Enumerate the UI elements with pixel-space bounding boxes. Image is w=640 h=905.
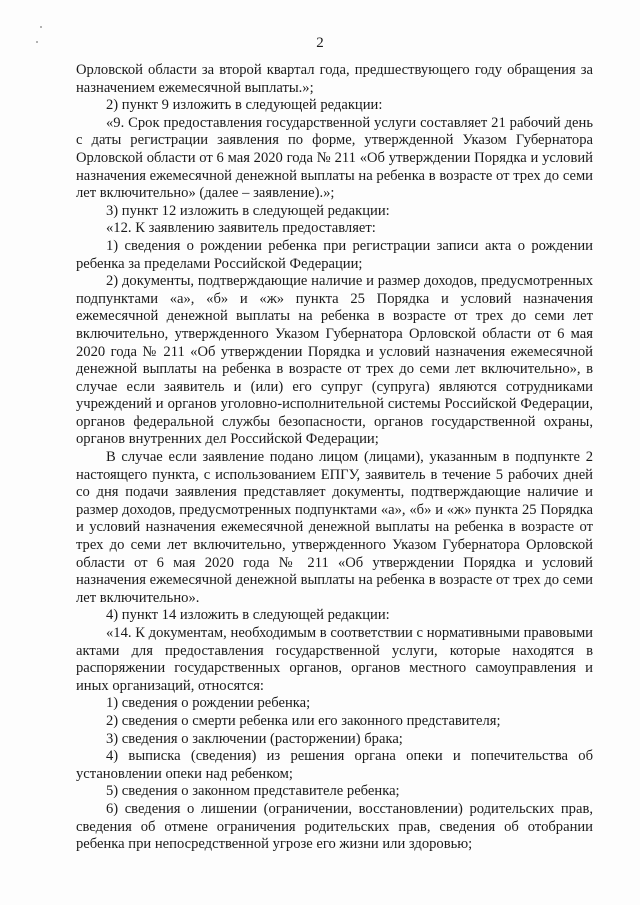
- list-item-birth: 1) сведения о рождении ребенка;: [106, 695, 311, 712]
- paragraph-epgu-case: В случае если заявление подано лицом (лицами), указанным в подпункте 2 настоящего пункта, с использованием ЕПГУ, заявитель в течение 5 рабочих дней со дня подачи заявления представляет документы, подтверждающие наличие и размер доходов, предусмотренных подпунктами «а», «б» и «ж» пункта 25 Порядка и условий назначения ежемесячной денежной выплаты на ребенка в возрасте от трех до семи лет включительно, утвержденного Указом Губернатора Орловской области от 6 мая 2020 года № 211 «Об утверждении Порядка и условий назначения ежемесячной денежной выплаты на ребенка в возрасте от трех до семи лет включительно».: [76, 449, 593, 606]
- paragraph-subitem-1: 1) сведения о рождении ребенка при регистрации записи акта о рождении ребенка за пределами Российской Федерации;: [76, 237, 593, 272]
- paragraph-subitem-2: 2) документы, подтверждающие наличие и размер доходов, предусмотренных подпунктами «а», «б» и «ж» пункта 25 Порядка и условий назначения ежемесячной денежной выплаты на ребенка в возрасте от трех до семи лет включительно, утвержденного Указом Губернатора Орловской области от 6 мая 2020 года № 211 «Об утверждении Порядка и условий назначения ежемесячной денежной выплаты на ребенка в возрасте от трех до семи лет включительно», в случае если заявитель и (или) его супруг (супруга) являются сотрудниками учреждений и органов уголовно-исполнительной системы Российской Федерации, органов федеральной службы безопасности, органов государственной охраны, органов внутренних дел Российской Федерации;: [76, 273, 593, 448]
- page-number: 2: [316, 35, 324, 51]
- paragraph-item-2: 2) пункт 9 изложить в следующей редакции:: [106, 97, 383, 114]
- paragraph-item-3: 3) пункт 12 изложить в следующей редакции:: [106, 202, 390, 219]
- list-item-death: 2) сведения о смерти ребенка или его законного представителя;: [106, 712, 501, 729]
- paragraph-continuation: Орловской области за второй квартал года, предшествующего году обращения за назначением ежемесячной выплаты.»;: [76, 62, 593, 96]
- list-item-legal-representative: 5) сведения о законном представителе ребенка;: [106, 783, 400, 800]
- paragraph-point-9: «9. Срок предоставления государственной услуги составляет 21 рабочий день с даты регистрации заявления по форме, утвержденной Указом Губернатора Орловской области от 6 мая 2020 года № 211 «Об утверждении Порядка и условий назначения ежемесячной денежной выплаты на ребенка в возрасте от трех до семи лет включительно» (далее – заявление).»;: [76, 114, 593, 202]
- paragraph-point-14: «14. К документам, необходимым в соответствии с нормативными правовыми актами для предоставления государственной услуги, которые находятся в распоряжении государственных органов, органов местного самоуправления и иных организаций, относятся:: [76, 625, 593, 694]
- paragraph-point-12: «12. К заявлению заявитель предоставляет:: [106, 220, 376, 237]
- list-item-marriage: 3) сведения о заключении (расторжении) брака;: [106, 730, 403, 747]
- list-item-guardianship: 4) выписка (сведения) из решения органа опеки и попечительства об установлении опеки над ребенком;: [76, 748, 593, 782]
- scan-speck: [40, 26, 42, 28]
- list-item-parental-rights: 6) сведения о лишении (ограничении, восстановлении) родительских прав, сведения об отмене ограничения родительских прав, сведения об отобрании ребенка при непосредственной угрозе его жизни или здоровью;: [76, 800, 593, 853]
- paragraph-item-4: 4) пункт 14 изложить в следующей редакции:: [106, 607, 390, 624]
- document-body: [76, 62, 593, 854]
